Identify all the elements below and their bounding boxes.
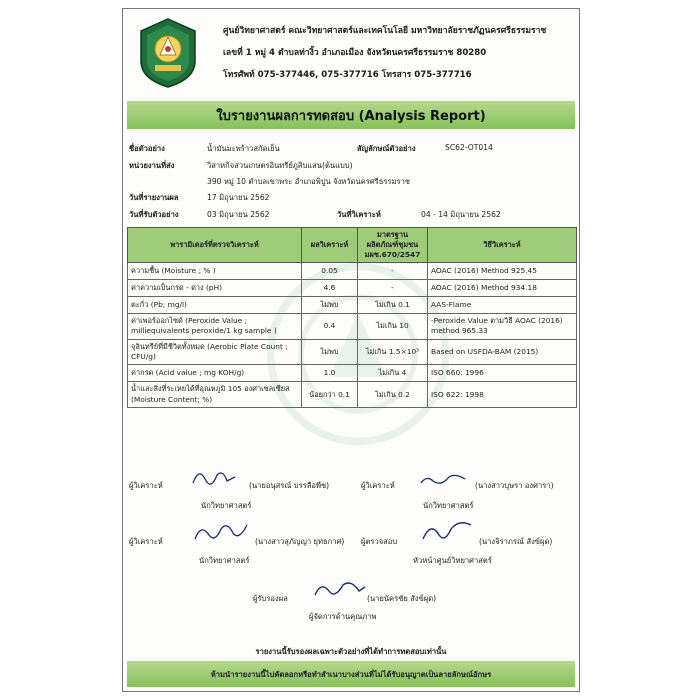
param-cell: จุลินทรีย์ที่มีชีวิตทั้งหมด (Aerobic Plate Count ; CFU/g)	[128, 339, 302, 365]
header-standard-line2: ผลิตภัณฑ์ชุมชน	[366, 239, 419, 249]
analyst1-name: (นายอนุสรณ์ บรรลือพืช)	[249, 481, 330, 490]
report-title: ใบรายงานผลการทดสอบ (Analysis Report)	[127, 101, 575, 129]
analyst3-label: ผู้วิเคราะห์	[129, 537, 163, 546]
certifier-label: ผู้รับรองผล	[253, 594, 288, 603]
certifier-name: (นายนัครชัย สังข์ผุด)	[367, 594, 437, 603]
table-row	[128, 339, 577, 365]
signature-scribble-icon	[419, 517, 475, 545]
method-cell: AOAC (2016) Method 934.18	[428, 279, 577, 296]
signature-scribble-icon	[311, 577, 369, 603]
checker-label: ผู้ตรวจสอบ	[361, 537, 398, 546]
standard-cell: ไม่เกิน 4	[358, 365, 428, 382]
header-standard	[358, 228, 428, 263]
report-date-value: 17 มิถุนายน 2562	[207, 193, 270, 202]
analyst3-title: นักวิทยาศาสตร์	[199, 556, 250, 565]
analyst1-label: ผู้วิเคราะห์	[129, 481, 163, 490]
method-cell: -Peroxide Value ตามวิธี AOAC (2016) method 965.33	[428, 313, 577, 339]
footer-copy-notice: ห้ามนำรายงานนี้ไปคัดลอกหรือทำสำเนาบางส่วนที่ไม่ได้รับอนุญาตเป็นลายลักษณ์อักษร	[210, 670, 492, 679]
analysis-date-value: 04 - 14 มิถุนายน 2562	[421, 210, 501, 219]
param-cell: น้ำและสิ่งที่ระเหยได้ที่อุณหภูมิ 105 องศาเซลเซียส (Moisture Content; %)	[128, 382, 302, 408]
standard-cell: ไม่เกิน 0.2	[358, 382, 428, 408]
method-cell: Based on USFDA-BAM (2015)	[428, 339, 577, 365]
analyst2-label: ผู้วิเคราะห์	[361, 481, 395, 490]
signature-scribble-icon	[189, 465, 239, 489]
sender-line2: 390 หมู่ 10 ตำบลเขาพระ อำเภอพิปูน จังหวัดนครศรีธรรมราช	[207, 177, 411, 186]
header-institution: ศูนย์วิทยาศาสตร์ คณะวิทยาศาสตร์และเทคโนโลยี มหาวิทยาลัยราชภัฏนครศรีธรรมราช	[223, 26, 547, 36]
footer-disclaimer: รายงานนี้รับรองผลเฉพาะตัวอย่างที่ได้ทำการทดสอบเท่านั้น	[255, 647, 447, 656]
signature-scribble-icon	[191, 519, 251, 545]
sample-name-label: ชื่อตัวอย่าง	[129, 144, 165, 153]
header-method: วิธีวิเคราะห์	[428, 228, 577, 263]
header-standard-line1: มาตรฐาน	[376, 230, 409, 239]
header-standard-line3: มผช.670/2547	[364, 249, 421, 259]
analyst3-name: (นางสาวสุภัญญา ยุทธกาศ)	[255, 537, 345, 546]
sample-code-value: SC62-OT014	[445, 143, 493, 152]
param-cell: ตะกั่ว (Pb; mg/l)	[128, 296, 302, 313]
standard-cell: ไม่เกิน 10	[358, 313, 428, 339]
table-row	[128, 296, 577, 313]
sample-code-label: สัญลักษณ์ตัวอย่าง	[357, 144, 416, 153]
analyst2-name: (นางสาวบุษรา องศารา)	[475, 481, 554, 490]
analysis-date-label: วันที่วิเคราะห์	[337, 210, 381, 219]
result-cell: 1.0	[302, 365, 358, 382]
table-header-row	[128, 228, 577, 263]
analyst1-title: นักวิทยาศาสตร์	[201, 501, 252, 510]
param-cell: ค่ากรด (Acid value ; mg KOH/g)	[128, 365, 302, 382]
header-parameter: พารามิเตอร์ที่ตรวจวิเคราะห์	[128, 228, 302, 263]
received-date-label: วันที่รับตัวอย่าง	[129, 210, 179, 219]
sender-label: หน่วยงานที่ส่ง	[129, 161, 175, 170]
method-cell: AAS-Flame	[428, 296, 577, 313]
header-result: ผลวิเคราะห์	[302, 228, 358, 263]
table-row	[128, 365, 577, 382]
analysis-report-page	[122, 8, 580, 692]
results-table	[127, 227, 577, 408]
certifier-title: ผู้จัดการด้านคุณภาพ	[309, 612, 377, 621]
param-cell: ค่าเพอร์ออกไซด์ (Peroxide Value ; milliequivalents peroxide/1 kg sample )	[128, 313, 302, 339]
checker-name: (นางจิราภรณ์ สังข์ผุด)	[479, 537, 553, 546]
result-cell: ไม่พบ	[302, 339, 358, 365]
sample-name-value: น้ำมันมะพร้าวสกัดเย็น	[207, 144, 280, 153]
table-row	[128, 279, 577, 296]
sender-line1: วิสาหกิจสวนเกษตรอินทรีย์ภูสิบแสน(ต้นแบบ)	[207, 161, 353, 170]
result-cell: 0.4	[302, 313, 358, 339]
table-row	[128, 313, 577, 339]
table-row	[128, 382, 577, 408]
standard-cell: -	[358, 262, 428, 279]
standard-cell: ไม่เกิน 0.1	[358, 296, 428, 313]
param-cell: ความชื้น (Moisture ; % )	[128, 262, 302, 279]
checker-title: หัวหน้าศูนย์วิทยาศาสตร์	[413, 556, 492, 565]
received-date-value: 03 มิถุนายน 2562	[207, 210, 270, 219]
signature-scribble-icon	[419, 469, 469, 489]
param-cell: ค่าความเป็นกรด - ด่าง (pH)	[128, 279, 302, 296]
method-cell: AOAC (2016) Method 925.45	[428, 262, 577, 279]
report-date-label: วันที่รายงานผล	[129, 193, 179, 202]
header-phone: โทรศัพท์ 075-377446, 075-377716 โทรสาร 075-377716	[223, 70, 472, 80]
result-cell: 4.6	[302, 279, 358, 296]
standard-cell: ไม่เกิน 1.5×10³	[358, 339, 428, 365]
university-logo-icon	[133, 17, 203, 89]
table-row	[128, 262, 577, 279]
method-cell: ISO 660: 1996	[428, 365, 577, 382]
report-header	[123, 9, 579, 95]
result-cell: ไม่พบ	[302, 296, 358, 313]
standard-cell: -	[358, 279, 428, 296]
method-cell: ISO 622: 1998	[428, 382, 577, 408]
analyst2-title: นักวิทยาศาสตร์	[423, 501, 474, 510]
header-address: เลขที่ 1 หมู่ 4 ตำบลท่างิ้ว อำเภอเมือง จังหวัดนครศรีธรรมราช 80280	[223, 48, 487, 58]
result-cell: น้อยกว่า 0.1	[302, 382, 358, 408]
result-cell: 0.05	[302, 262, 358, 279]
